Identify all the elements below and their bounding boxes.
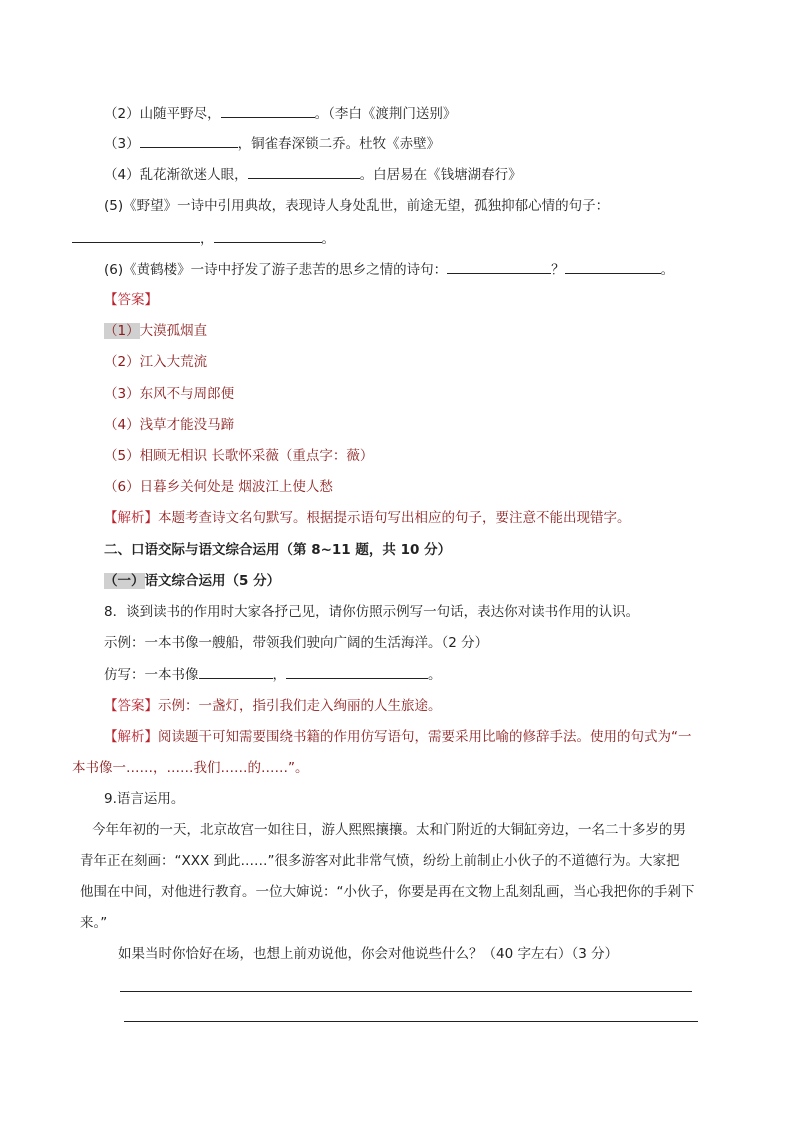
answer-item: （5）相顾无相识 长歌怀采薇（重点字：薇） xyxy=(104,448,374,464)
question-9-passage: 他围在中间，对他进行教育。一位大婶说：“小伙子，你要是再在文物上乱刻乱画，当心我把你的手剁下 xyxy=(80,884,695,900)
subsection-heading: （一）语文综合运用（5 分） xyxy=(104,573,281,589)
section-heading: 二、口语交际与语文综合运用（第 8~11 题，共 10 分） xyxy=(104,542,452,558)
question-9-ask: 如果当时你恰好在场，也想上前劝说他，你会对他说些什么？（40 字左右）（3 分） xyxy=(118,946,619,962)
answer-label: 【答案】 xyxy=(104,292,158,308)
answer-blank[interactable] xyxy=(140,133,238,148)
question-6: (6)《黄鹤楼》一诗中抒发了游子悲苦的思乡之情的诗句： ？ 。 xyxy=(104,259,674,280)
question-3: （3） ，铜雀春深锁二乔。杜牧《赤壁》 xyxy=(104,133,440,154)
answer-item: （6）日暮乡关何处是 烟波江上使人愁 xyxy=(104,479,333,495)
answer-blank[interactable] xyxy=(199,664,273,679)
question-4: （4）乱花渐欲迷人眼， 。白居易在《钱塘湖春行》 xyxy=(104,164,522,185)
question-5-blanks: ， 。 xyxy=(72,228,335,249)
answer-writing-line[interactable] xyxy=(124,1021,698,1022)
answer-item: （1）大漠孤烟直 xyxy=(104,323,208,339)
answer-item: （4）浅草才能没马蹄 xyxy=(104,417,235,433)
answer-item: （3）东风不与周郎便 xyxy=(104,386,235,402)
answer-blank[interactable] xyxy=(72,228,200,243)
question-9-passage: 今年年初的一天，北京故宫一如往日，游人熙熙攘攘。太和门附近的大铜缸旁边，一名二十多岁的男 xyxy=(92,822,686,838)
question-9-title: 9.语言运用。 xyxy=(104,791,185,807)
answer-blank[interactable] xyxy=(447,259,551,274)
answer-8: 【答案】示例：一盏灯，指引我们走入绚丽的人生旅途。 xyxy=(104,698,442,714)
answer-item: （2）江入大荒流 xyxy=(104,354,208,370)
answer-blank[interactable] xyxy=(214,228,322,243)
question-5: (5)《野望》一诗中引用典故，表现诗人身处乱世，前途无望，孤独抑郁心情的句子： xyxy=(104,198,610,214)
question-9-passage: 来。” xyxy=(80,915,108,931)
question-9-passage: 青年正在刻画：“XXX 到此……”很多游客对此非常气愤，纷纷上前制止小伙子的不道德行为。大家把 xyxy=(80,853,680,869)
analysis: 【解析】本题考查诗文名句默写。根据提示语句写出相应的句子，要注意不能出现错字。 xyxy=(104,510,631,526)
answer-blank[interactable] xyxy=(565,259,661,274)
answer-blank[interactable] xyxy=(286,664,428,679)
analysis-8: 【解析】阅读题干可知需要围绕书籍的作用仿写语句，需要采用比喻的修辞手法。使用的句式为“一 xyxy=(104,729,692,745)
question-8-imitate: 仿写：一本书像 ， 。 xyxy=(104,664,442,685)
analysis-8-cont: 本书像一……，……我们……的……”。 xyxy=(72,760,309,776)
question-2: （2）山随平野尽， 。（李白《渡荆门送别》 xyxy=(104,103,456,124)
answer-blank[interactable] xyxy=(248,164,360,179)
answer-blank[interactable] xyxy=(221,103,315,118)
question-8-example: 示例：一本书像一艘船，带领我们驶向广阔的生活海洋。（2 分） xyxy=(104,635,489,651)
question-8-prompt: 8．谈到读书的作用时大家各抒己见，请你仿照示例写一句话，表达你对读书作用的认识。 xyxy=(104,604,640,620)
answer-writing-line[interactable] xyxy=(120,991,692,992)
